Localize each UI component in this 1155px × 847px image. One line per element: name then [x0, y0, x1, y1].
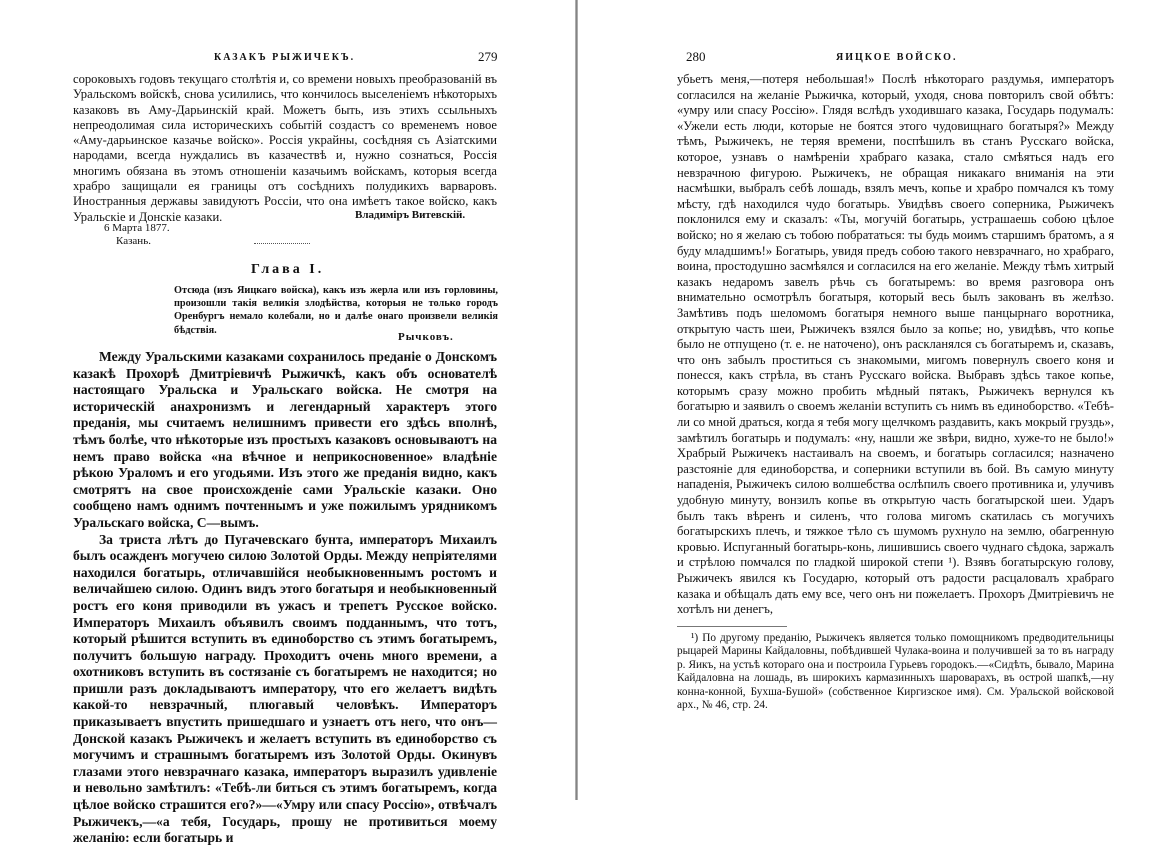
paragraph: убьетъ меня,—потеря небольшая!» Послѣ нѣкотораго раздумья, императоръ согласился на желаніе Рыжичка, который, уходя, снова повторилъ свой обѣтъ: «умру или спасу Россію». Глядя вслѣдъ уходившаго казака, Государь подумалъ: «Ужели есть люди, которые не боятся этого чудовищнаго богатыря?» Между тѣмъ, Рыжичекъ, не теряя времени, поспѣшилъ въ станъ Русскаго войска, которое, узнавъ о намѣреніи храбраго казака, стало смѣяться надъ его невзрачною фигурою. Рыжичекъ, не обращая никакаго вниманія на эти насмѣшки, выбралъ себѣ лошадь, взялъ мечъ, копье и храбро помчался къ тому мѣсту, гдѣ находился чудо богатырь. Увидѣвъ своего соперника, Рыжичекъ поклонился ему и сказалъ: «Ты, могучій богатырь, устрашаешь собою цѣлое войско; но я желаю съ тобою побрататься: ты будь моимъ старшимъ братомъ, а я буду младшимъ!» Богатырь, увидя предъ собою такого невзрачнаго, но храбраго, воина, простодушно засмѣялся и согласился на его желаніе. Между тѣмъ хитрый казакъ недаромъ завелъ рѣчь съ богатыремъ: во время разговора онъ внимательно осмотрѣлъ богатыря, который весь былъ закованъ въ желѣзо. Замѣтивъ подъ шеломомъ богатыря немного выше панцырнаго воротника, открытую часть шеи, Рыжичекъ взялся было за копье; но, увидѣвъ, что копье было не отпущено (т. е. не наточено), онъ раскланялся съ богатыремъ и, сказавъ, что онъ забылъ проститься съ знакомыми, мигомъ повернулъ своего коня и понесся, какъ стрѣла, въ станъ Русскаго войска. Выбравъ здѣсь такое копье, которымъ сразу можно пробить мѣдный пятакъ, Рыжичекъ вернулся къ богатырю и заявилъ о своемъ желаніи вступить съ нимъ въ единоборство. «Тебѣ-ли со мной драться, когда я тебя могу щелчкомъ раздавить, какъ мокрый груздь», замѣтилъ богатырь и подумалъ: «ну, нашли же звѣри, видно, хуже-то не было!» Храбрый Рыжичекъ настаивалъ на своемъ, и богатырь согласился; назначено разстояніе для единоборства, и соперники вступили въ бой. Въ самую минуту нападенія, Рыжичекъ силою волшебства ослѣпилъ своего противника и, улучивъ удобную минуту, вонзилъ копье въ открытую часть богатырской шеи. Ударъ былъ такъ вѣренъ и силенъ, что голова мигомъ скатилась съ могучихъ богатырскихъ плечъ, и тяжкое тѣло съ шумомъ рухнуло на землю, обагренную кровью. Испуганный богатырь-конь, лишившись своего чуднаго сѣдока, заржалъ и стрѣлою помчался по гладкой широкой степи ¹). Взявъ богатырскую голову, Рыжичекъ явился къ Государю, который отъ радости расцаловалъ храбраго казака и обѣщалъ дать ему все, чего онъ ни пожелаетъ. Прохоръ Дмитріевичъ не хотѣлъ ни денегъ,	[677, 72, 1114, 617]
date: 6 Марта 1877.	[104, 222, 170, 234]
intro-text: сороковыхъ годовъ текущаго столѣтія и, со времени новыхъ преобразованій въ Уральскомъ войскѣ, снова усилились, что кончилось выселеніемъ нѣкоторыхъ казаковъ въ Аму-Дарьинскій край. Можетъ быть, изъ этихъ ссыльныхъ непреодолимая сила историческихъ событій создастъ со временемъ новое «Аму-дарьинское казачье войско». Россія украйны, сосѣдняя съ Азіатскими народами, всегда нуждались въ казачествѣ и, нужно сознаться, Россія многимъ обязана въ этомъ отношеніи казачьимъ войскамъ, которыя всегда храбро защищали ея границы отъ сосѣднихъ полудикихъ варваровъ. Иностранныя державы завидуютъ Россіи, что она имѣетъ такое войско, какъ Уральскіе и Донскіе казаки.	[73, 72, 497, 224]
signature: Владиміръ Витевскій.	[355, 209, 466, 221]
footnote	[677, 632, 1114, 712]
chapter-title: Глава I.	[251, 262, 325, 277]
epigraph-author: Рычковъ.	[398, 331, 454, 343]
running-head: ЯИЦКОЕ ВОЙСКО.	[836, 52, 958, 63]
footnote-text: ¹) По другому преданію, Рыжичекъ является только помощникомъ предводительницы рыцарей Марины Кайдаловны, побѣдившей Чулака-воина и получившей за то въ награду р. Яикъ, на устьѣ котораго она и построила Гурьевъ городокъ.—«Сидѣть, бывало, Марина Кайдаловна на лошадь, въ широкихъ кармазинныхъ шароварахъ, въ острой шапкѣ,—ну конна-конной, Бухша-Бушой» (собственное Киргизское имя). См. Уральской войсковой арх., № 46, стр. 24.	[677, 632, 1114, 712]
page-number: 279	[478, 49, 498, 64]
running-head: КАЗАКЪ РЫЖИЧЕКЪ.	[214, 52, 356, 63]
continuation-text	[677, 72, 1114, 618]
paragraph: Между Уральскими казаками сохранилось преданіе о Донскомъ казакѣ Прохорѣ Дмитріевичѣ Рыжичкѣ, какъ объ основателѣ настоящаго Уральска и Уральскаго войска. Не смотря на историческій анахронизмъ и легендарный характеръ этого преданія, мы считаемъ нелишнимъ привести его здѣсь вполнѣ, тѣмъ болѣе, что нѣкоторые изъ простыхъ казаковъ основываютъ на немъ право войска «на вѣчное и неприкосновенное» владѣніе рѣкою Ураломъ и его угодьями. Изъ этого же преданія видно, какъ смотрятъ на свое происхожденіе сами Уральскіе казаки. Оно сообщено намъ однимъ почтеннымъ и уже пожилымъ урядникомъ Уральскаго войска, С—вымъ.	[73, 349, 497, 530]
footnote-rule	[677, 626, 787, 627]
place: Казань.	[116, 235, 151, 247]
page-number: 280	[686, 49, 706, 64]
epigraph: Отсюда (изъ Яицкаго войска), какъ изъ жерла или изъ горловины, произошли такія великія злодѣйства, которыя не только городъ Оренбургъ немало колебали, но и далѣе онаго произвели великія бѣдствія.	[174, 285, 498, 336]
section-separator	[254, 243, 310, 244]
main-text	[73, 349, 497, 847]
paragraph: За триста лѣтъ до Пугачевскаго бунта, императоръ Михаилъ былъ осажденъ могучею силою Золотой Орды. Между непріятелями находился богатырь, отличавшійся необыкновеннымъ ростомъ и величайшею силою. Одинъ видъ этого богатыря и необыкновенный ростъ его коня приводили въ ужасъ и трепетъ Русское войско. Императоръ Михаилъ объявилъ своимъ подданнымъ, что тотъ, который рѣшится вступить въ единоборство съ этимъ богатыремъ, получитъ большую награду. Проходитъ очень много времени, а охотниковъ вступить въ состязаніе съ богатыремъ не находится; но пришли разъ докладываютъ императору, что его желаетъ видѣть какой-то невзрачный, плюгавый человѣкъ. Императоръ приказываетъ впустить пришедшаго и узнаетъ отъ него, что онъ—Донской казакъ Рыжичекъ и желаетъ вступить въ единоборство съ могучимъ и страшнымъ богатыремъ изъ Золотой Орды. Окинувъ глазами этого невзрачнаго казака, императоръ выразилъ удивленіе и невольно замѣтилъ: «Тебѣ-ли биться съ этимъ богатыремъ, когда цѣлое войско страшится его?»—«Умру или спасу Россію», отвѣчалъ Рыжичекъ,—«а тебя, Государь, прошу не противиться моему желанію: если богатырь и	[73, 531, 497, 846]
left-page	[0, 0, 575, 846]
right-page	[578, 0, 1155, 800]
intro-paragraph	[73, 72, 497, 225]
